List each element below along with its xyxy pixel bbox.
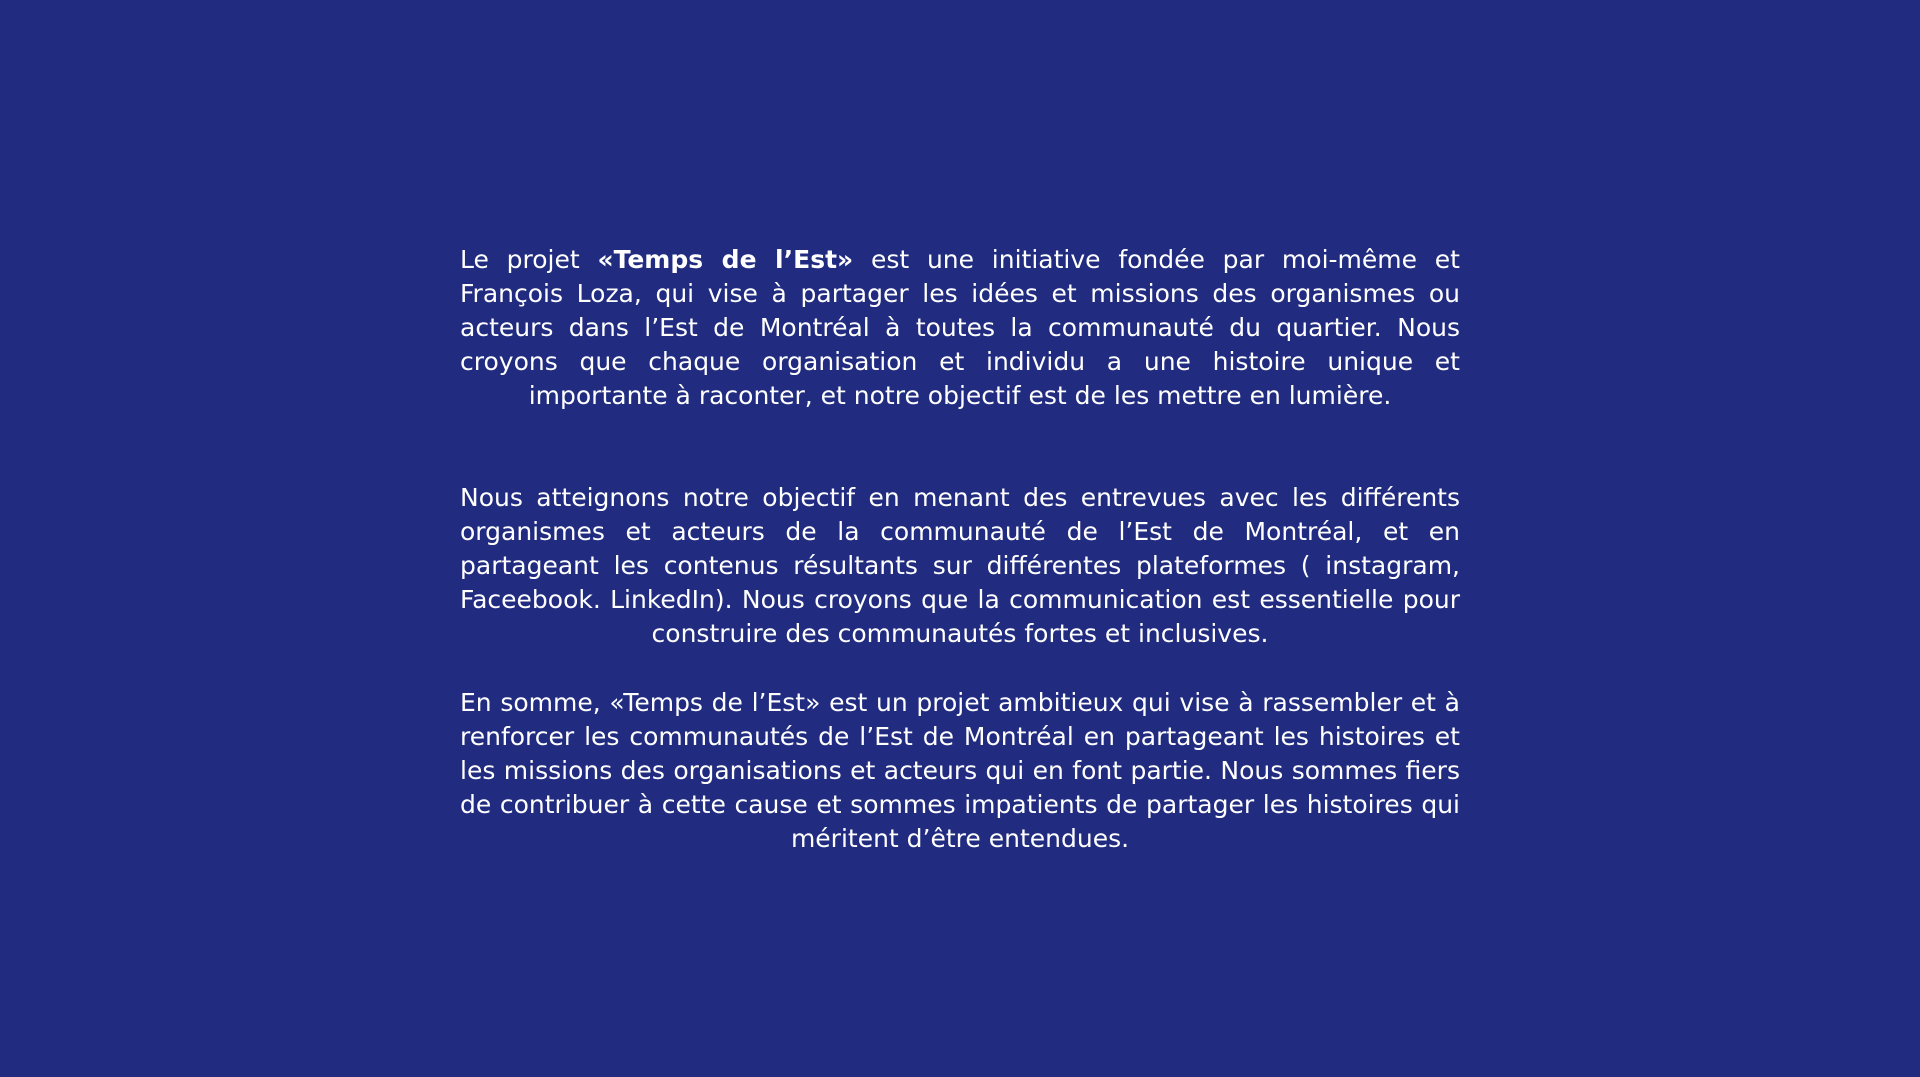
project-name: «Temps de l’Est» bbox=[597, 245, 854, 274]
method-paragraph: Nous atteignons notre objectif en menant des entrevues avec les différents organismes et acteurs de la communauté de l’Est de Montréal, et en partageant les contenus résultants sur différentes plateformes ( instagram, Faceebook. LinkedIn). Nous croyons que la communication est essentielle pour construire des communautés fortes et inclusives. bbox=[460, 483, 1460, 648]
intro-paragraph bbox=[460, 243, 1460, 413]
conclusion-paragraph: En somme, «Temps de l’Est» est un projet ambitieux qui vise à rassembler et à renforcer les communautés de l’Est de Montréal en partageant les histoires et les missions des organisations et acteurs qui en font partie. Nous sommes fiers de contribuer à cette cause et sommes impatients de partager les histoires qui méritent d’être entendues. bbox=[460, 688, 1460, 853]
intro-text-end: est une initiative fondée par moi-même et François Loza, qui vise à partager les idées et missions des organismes ou acteurs dans l’Est de Montréal à toutes la communauté du quartier. Nous croyons que chaque organisation et individu a une histoire unique et importante à raconter, et notre objectif est de les mettre en lumière. bbox=[460, 245, 1460, 410]
intro-text-start: Le projet bbox=[460, 245, 598, 274]
